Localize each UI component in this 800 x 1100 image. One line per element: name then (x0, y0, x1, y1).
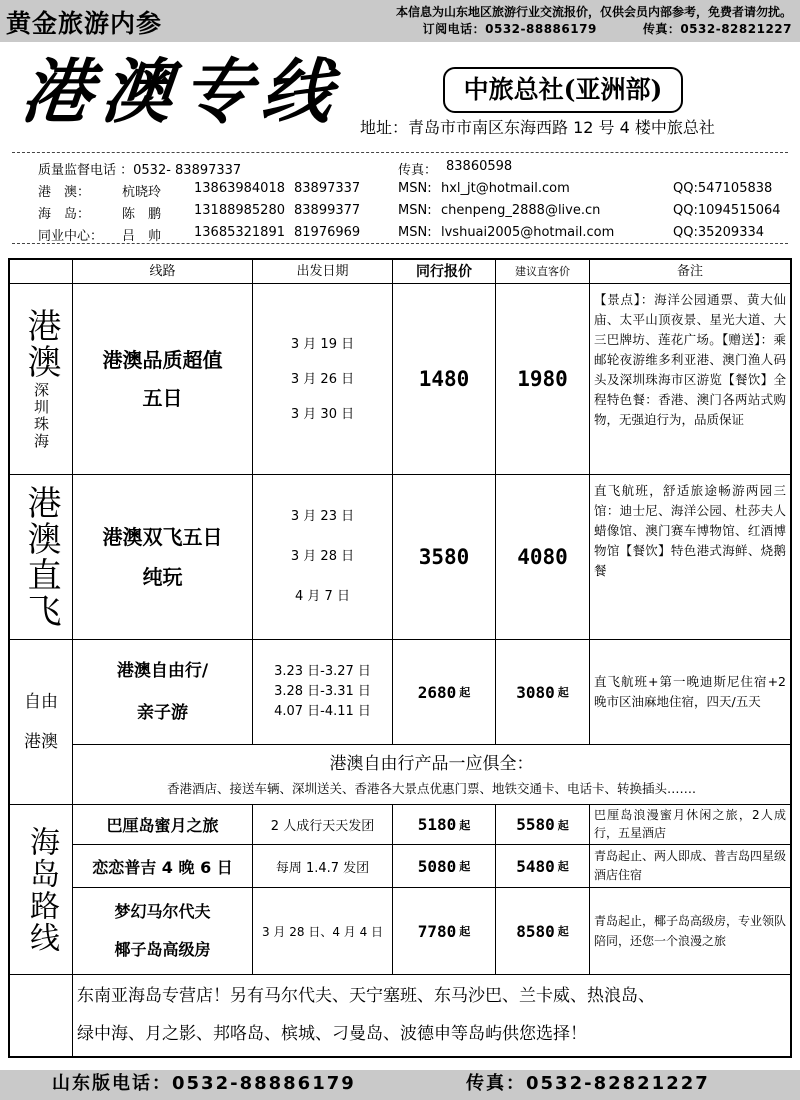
quality-fax: 83860598 (446, 159, 513, 174)
category-title-line2: 港澳 (24, 732, 58, 752)
route-name-line1: 港澳双飞五日 (102, 525, 223, 549)
route-name: 巴厘岛蜜月之旅 (73, 805, 253, 845)
retail-price-cell (496, 805, 590, 845)
peer-price-cell (393, 888, 496, 975)
brand-title: 黄金旅游内参 (6, 9, 163, 38)
contact-qq: QQ:1094515064 (673, 203, 781, 218)
category-title-line1: 自由 (24, 692, 58, 712)
category-islands (10, 805, 73, 975)
route-name: 恋恋普吉 4 晚 6 日 (73, 845, 253, 888)
contact-msn: lvshuai2005@hotmail.com (441, 225, 615, 240)
route-name-line1: 港澳自由行/ (116, 661, 209, 681)
peer-price: 3580 (393, 475, 496, 640)
contact-name: 陈 鹏 (122, 207, 162, 222)
retail-price: 3080 (516, 682, 555, 702)
price-suffix: 起 (459, 818, 471, 832)
msn-label: MSN: (398, 203, 432, 218)
date-cell (253, 284, 393, 475)
route-cell (73, 888, 253, 975)
departure-date: 4.07 日-4.11 日 (274, 704, 371, 719)
header-notice (396, 4, 792, 38)
date-cell (253, 475, 393, 640)
header-peer-price: 同行报价 (393, 260, 496, 284)
contact-box (12, 152, 788, 244)
retail-price-cell (496, 640, 590, 745)
peer-price-cell (393, 805, 496, 845)
peer-price: 7780 (417, 921, 457, 941)
price-suffix: 起 (557, 686, 569, 699)
category-title: 海岛路线 (24, 825, 59, 954)
contact-label: 港 澳： (38, 185, 91, 200)
retail-price: 5580 (516, 815, 555, 834)
contact-label: 海 岛： (38, 207, 91, 222)
route-cell (73, 284, 253, 475)
category-title: 港澳 (21, 308, 61, 380)
products-cell (73, 745, 790, 805)
price-suffix: 起 (459, 686, 471, 699)
contact-mobile: 13188985280 (194, 203, 285, 218)
peer-price: 5080 (417, 856, 457, 876)
msn-label: MSN: (398, 181, 432, 196)
quality-fax-label: 传真： (398, 163, 438, 178)
products-title: 港澳自由行产品一应俱全： (329, 754, 534, 774)
notice-text: 本信息为山东地区旅游行业交流报价，仅供会员内部参考，免费者请勿扰。 (395, 5, 792, 19)
promo-cell (73, 975, 790, 1056)
departure-date: 3 月 28 日、4 月 4 日 (253, 888, 393, 975)
contact-qq: QQ:547105838 (673, 181, 773, 196)
header-fax: 传真：0532-82821227 (642, 22, 792, 36)
header-blank (10, 260, 73, 284)
category-hk-macau (10, 284, 73, 475)
notes-cell: 巴厘岛浪漫蜜月休闲之旅，2人成行，五星酒店 (590, 805, 790, 845)
contact-row (38, 203, 798, 221)
category-free-travel (10, 640, 73, 805)
retail-price: 1980 (496, 284, 590, 475)
price-suffix: 起 (557, 818, 569, 832)
category-subtitle: 深圳珠海 (32, 382, 50, 450)
notes-cell: 直飞航班，舒适旅途畅游两园三馆：迪士尼、海洋公园、杜莎夫人蜡像馆、澳门赛车博物馆、红酒博物馆【餐饮】特色港式海鲜、烧鹅餐 (590, 475, 790, 640)
footer-phone: 山东版电话：0532-88886179 (52, 1073, 356, 1094)
contact-name: 吕 帅 (122, 229, 162, 244)
departure-date: 3.28 日-3.31 日 (274, 684, 371, 699)
retail-price: 5480 (516, 856, 555, 876)
contact-msn: chenpeng_2888@live.cn (441, 203, 601, 218)
contact-mobile: 13685321891 (194, 225, 285, 240)
price-suffix: 起 (459, 860, 471, 873)
departure-date: 3 月 23 日 (290, 509, 355, 524)
departure-date: 3 月 19 日 (290, 336, 355, 352)
notes-cell: 直飞航班+第一晚迪斯尼住宿+2 晚市区油麻地住宿，四天/五天 (590, 640, 790, 745)
quality-phone: 质量监督电话 ：0532- 83897337 (38, 163, 242, 178)
category-hk-direct (10, 475, 73, 640)
departure-date: 3 月 26 日 (290, 371, 355, 387)
msn-label: MSN: (398, 225, 432, 240)
departure-date: 2 人成行天天发团 (253, 805, 393, 845)
retail-price: 8580 (516, 921, 555, 941)
route-cell (73, 475, 253, 640)
route-name-line2: 椰子岛高级房 (114, 940, 211, 959)
agency-address: 地址：青岛市市南区东海西路 12 号 4 楼中旅总社 (360, 118, 715, 137)
header-notes: 备注 (590, 260, 790, 284)
route-name-line1: 港澳品质超值 (102, 348, 223, 372)
quality-row (38, 159, 798, 177)
peer-price: 2680 (417, 682, 457, 702)
contact-tel: 83899377 (294, 203, 361, 218)
price-suffix: 起 (557, 860, 569, 873)
header-route: 线路 (73, 260, 253, 284)
category-title: 港澳直飞 (21, 485, 61, 629)
route-name-line2: 五日 (142, 386, 183, 410)
peer-price-cell (393, 640, 496, 745)
retail-price-cell (496, 845, 590, 888)
header-bar (0, 0, 800, 42)
subscribe-phone: 订阅电话：0532-88886179 (422, 22, 597, 36)
price-table (8, 258, 792, 1058)
peer-price-cell (393, 845, 496, 888)
contact-row (38, 181, 798, 199)
notes-cell: 青岛起止，椰子岛高级房，专业领队陪同，还您一个浪漫之旅 (590, 888, 790, 975)
products-list: 香港酒店、接送车辆、深圳送关、香港各大景点优惠门票、地铁交通卡、电话卡、转换插头……. (167, 781, 696, 796)
contact-name: 杭晓玲 (122, 185, 162, 200)
peer-price: 5180 (417, 815, 457, 834)
price-suffix: 起 (557, 925, 569, 938)
header-date: 出发日期 (253, 260, 393, 284)
footer-fax: 传真：0532-82821227 (466, 1073, 710, 1094)
agency-name: 中旅总社(亚洲部) (443, 67, 683, 113)
contact-row (38, 225, 798, 243)
departure-date: 3 月 30 日 (290, 406, 355, 422)
header-retail-price: 建议直客价 (496, 260, 590, 284)
route-cell (73, 640, 253, 745)
contact-mobile: 13863984018 (194, 181, 285, 196)
departure-date: 3 月 28 日 (290, 549, 355, 564)
contact-tel: 83897337 (294, 181, 361, 196)
page-title: 港澳专线 (17, 50, 347, 133)
route-name-line2: 亲子游 (137, 703, 188, 723)
peer-price: 1480 (393, 284, 496, 475)
departure-date: 3.23 日-3.27 日 (274, 664, 371, 679)
promo-blank (10, 975, 73, 1056)
notes-cell: 【景点】：海洋公园通票、黄大仙庙、太平山顶夜景、星光大道、大三巴牌坊、莲花广场。【赠送】：乘邮轮夜游维多利亚港、澳门渔人码头及深圳珠海市区游览【餐饮】全程特色餐：香港、澳门各两站式购物，无强迫行为，品质保证 (590, 284, 790, 475)
contact-tel: 81976969 (294, 225, 361, 240)
promo-line1: 东南亚海岛专营店！另有马尔代夫、天宁塞班、东马沙巴、兰卡威、热浪岛、 (77, 986, 655, 1006)
departure-date: 4 月 7 日 (295, 589, 350, 604)
date-cell (253, 640, 393, 745)
departure-date: 每周 1.4.7 发团 (253, 845, 393, 888)
route-name-line1: 梦幻马尔代夫 (114, 902, 211, 921)
footer-bar (0, 1070, 800, 1100)
retail-price: 4080 (496, 475, 590, 640)
retail-price-cell (496, 888, 590, 975)
notes-cell: 青岛起止、两人即成、普吉岛四星级酒店住宿 (590, 845, 790, 888)
promo-line2: 绿中海、月之影、邦咯岛、槟城、刁曼岛、波德申等岛屿供您选择！ (77, 1024, 587, 1044)
price-suffix: 起 (459, 925, 471, 938)
contact-msn: hxl_jt@hotmail.com (441, 181, 570, 196)
contact-qq: QQ:35209334 (673, 225, 765, 240)
route-name-line2: 纯玩 (142, 565, 183, 589)
contact-label: 同业中心： (38, 229, 104, 244)
